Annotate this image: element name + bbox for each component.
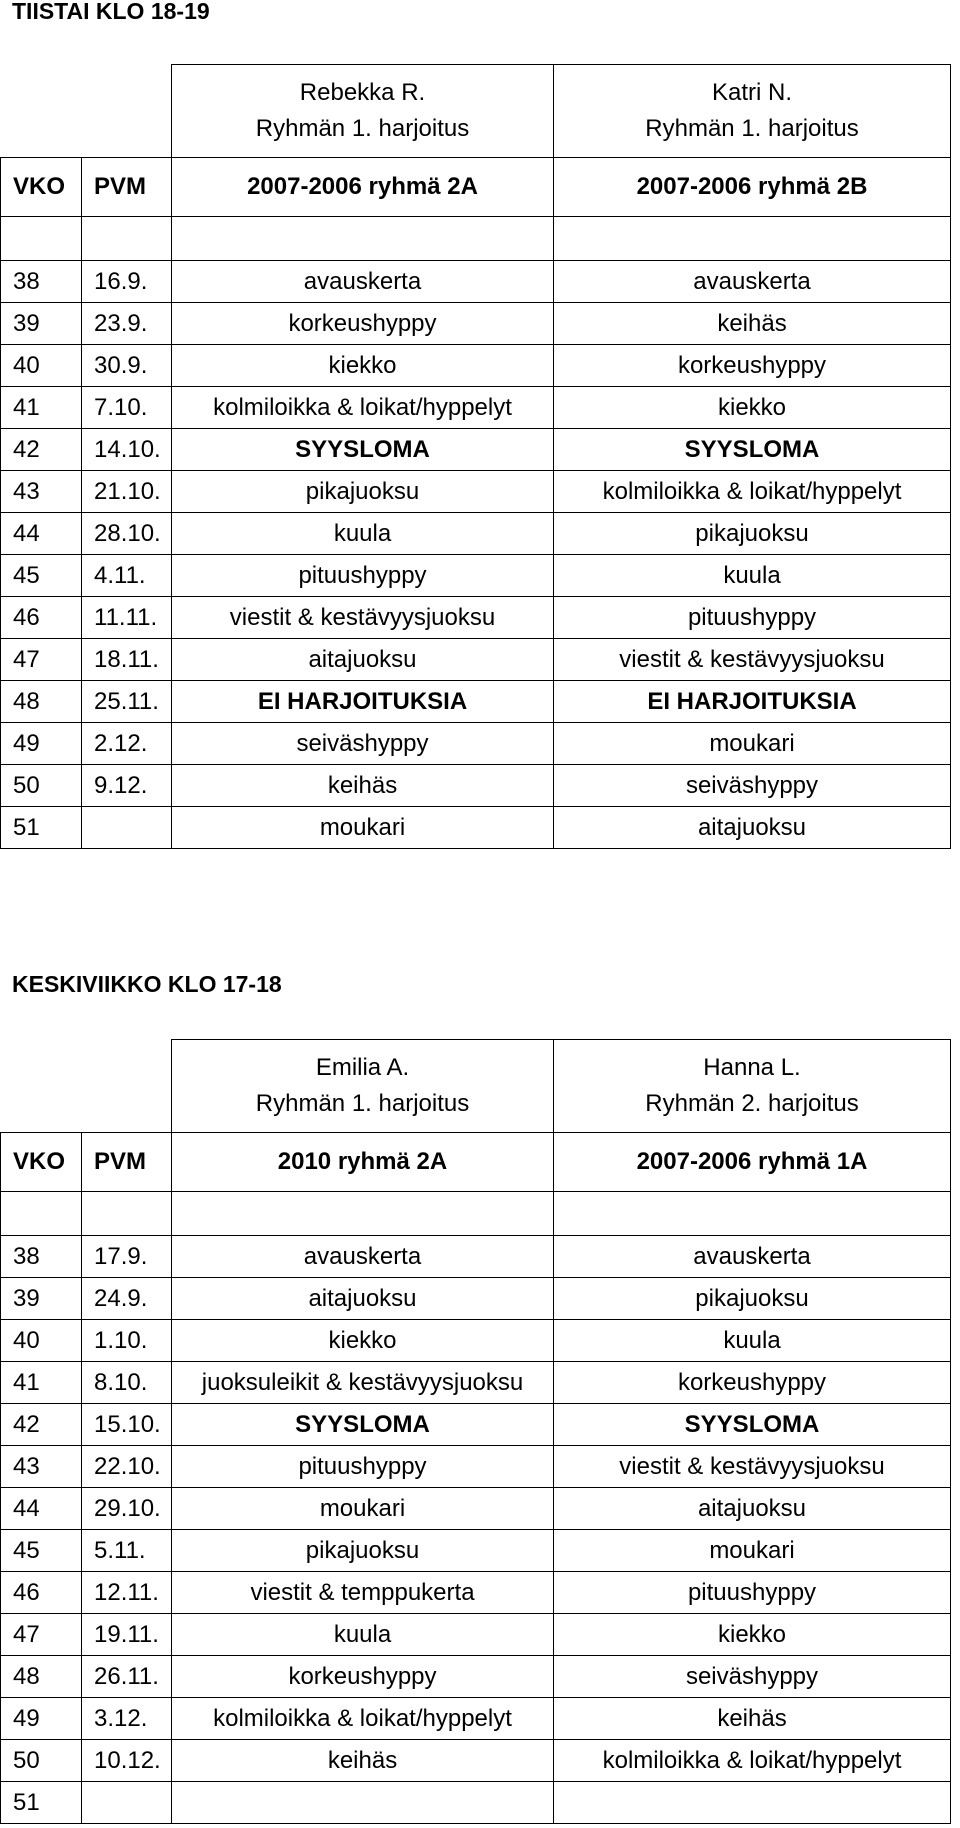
date-cell: 17.9.	[82, 1236, 172, 1278]
group-a-cell: moukari	[172, 807, 554, 849]
week-cell: 50	[1, 1740, 82, 1782]
header-row	[1, 1133, 951, 1192]
date-cell: 10.12.	[82, 1740, 172, 1782]
leader-a	[172, 1040, 554, 1133]
leader-name: Rebekka R.	[299, 79, 426, 106]
group-b-cell: pikajuoksu	[554, 1278, 951, 1320]
table-row	[1, 765, 951, 807]
group-b-cell: avauskerta	[554, 261, 951, 303]
group-a-cell	[172, 1782, 554, 1824]
table-row	[1, 1782, 951, 1824]
date-cell: 8.10.	[82, 1362, 172, 1404]
group-b-cell: pikajuoksu	[554, 513, 951, 555]
week-cell: 50	[1, 765, 82, 807]
table-row	[1, 1656, 951, 1698]
week-cell: 43	[1, 1446, 82, 1488]
group-a-cell: korkeushyppy	[172, 303, 554, 345]
header-group-a: 2007-2006 ryhmä 2A	[172, 158, 554, 217]
leader-b	[554, 1040, 951, 1133]
leader-name: Hanna L.	[703, 1054, 801, 1081]
table-row	[1, 1404, 951, 1446]
group-a-cell: aitajuoksu	[172, 639, 554, 681]
table-row	[1, 1740, 951, 1782]
group-a-cell: aitajuoksu	[172, 1278, 554, 1320]
group-b-cell: korkeushyppy	[554, 345, 951, 387]
table-row	[1, 681, 951, 723]
group-a-cell: EI HARJOITUKSIA	[172, 681, 554, 723]
week-cell: 42	[1, 1404, 82, 1446]
group-b-cell: aitajuoksu	[554, 1488, 951, 1530]
table-row	[1, 1236, 951, 1278]
tuesday-title: TIISTAI KLO 18-19	[12, 0, 210, 24]
leader-session: Ryhmän 1. harjoitus	[255, 115, 470, 142]
date-cell: 2.12.	[82, 723, 172, 765]
group-a-cell: seiväshyppy	[172, 723, 554, 765]
group-a-cell: pituushyppy	[172, 555, 554, 597]
group-a-cell: avauskerta	[172, 1236, 554, 1278]
header-date: PVM	[82, 158, 172, 217]
group-b-cell: kiekko	[554, 1614, 951, 1656]
week-cell: 40	[1, 345, 82, 387]
table-row	[1, 1446, 951, 1488]
group-b-cell: avauskerta	[554, 1236, 951, 1278]
table-row	[1, 1362, 951, 1404]
group-b-cell: EI HARJOITUKSIA	[554, 681, 951, 723]
week-cell: 40	[1, 1320, 82, 1362]
wednesday-schedule-table	[0, 1039, 951, 1824]
date-cell: 14.10.	[82, 429, 172, 471]
table-row	[1, 513, 951, 555]
group-b-cell: kolmiloikka & loikat/hyppelyt	[554, 1740, 951, 1782]
group-a-cell: keihäs	[172, 765, 554, 807]
group-b-cell: keihäs	[554, 1698, 951, 1740]
header-group-a: 2010 ryhmä 2A	[172, 1133, 554, 1192]
week-cell: 47	[1, 1614, 82, 1656]
week-cell: 51	[1, 1782, 82, 1824]
week-cell: 49	[1, 723, 82, 765]
table-row	[1, 597, 951, 639]
date-cell: 12.11.	[82, 1572, 172, 1614]
table-row	[1, 1572, 951, 1614]
table-row	[1, 303, 951, 345]
header-week: VKO	[1, 1133, 82, 1192]
week-cell: 41	[1, 1362, 82, 1404]
date-cell: 21.10.	[82, 471, 172, 513]
leader-name: Katri N.	[711, 79, 792, 106]
group-b-cell: seiväshyppy	[554, 765, 951, 807]
week-cell: 38	[1, 1236, 82, 1278]
group-b-cell: kiekko	[554, 387, 951, 429]
week-cell: 41	[1, 387, 82, 429]
date-cell: 25.11.	[82, 681, 172, 723]
week-cell: 46	[1, 1572, 82, 1614]
group-a-cell: viestit & kestävyysjuoksu	[172, 597, 554, 639]
group-b-cell: SYYSLOMA	[554, 1404, 951, 1446]
week-cell: 44	[1, 1488, 82, 1530]
group-a-cell: avauskerta	[172, 261, 554, 303]
group-a-cell: SYYSLOMA	[172, 1404, 554, 1446]
spacer-row	[1, 1192, 951, 1236]
group-a-cell: kiekko	[172, 1320, 554, 1362]
header-week: VKO	[1, 158, 82, 217]
table-row	[1, 429, 951, 471]
date-cell: 9.12.	[82, 765, 172, 807]
group-b-cell: viestit & kestävyysjuoksu	[554, 639, 951, 681]
group-b-cell	[554, 1782, 951, 1824]
tuesday-schedule-table	[0, 64, 951, 849]
date-cell: 26.11.	[82, 1656, 172, 1698]
week-cell: 49	[1, 1698, 82, 1740]
week-cell: 39	[1, 1278, 82, 1320]
group-a-cell: korkeushyppy	[172, 1656, 554, 1698]
leader-session: Ryhmän 1. harjoitus	[255, 1090, 470, 1117]
week-cell: 38	[1, 261, 82, 303]
group-a-cell: pituushyppy	[172, 1446, 554, 1488]
table-row	[1, 387, 951, 429]
date-cell: 30.9.	[82, 345, 172, 387]
group-a-cell: kolmiloikka & loikat/hyppelyt	[172, 387, 554, 429]
group-b-cell: viestit & kestävyysjuoksu	[554, 1446, 951, 1488]
group-b-cell: aitajuoksu	[554, 807, 951, 849]
date-cell: 11.11.	[82, 597, 172, 639]
group-b-cell: kolmiloikka & loikat/hyppelyt	[554, 471, 951, 513]
table-row	[1, 555, 951, 597]
date-cell: 18.11.	[82, 639, 172, 681]
wednesday-title: KESKIVIIKKO KLO 17-18	[12, 971, 282, 997]
week-cell: 51	[1, 807, 82, 849]
group-b-cell: SYYSLOMA	[554, 429, 951, 471]
week-cell: 48	[1, 681, 82, 723]
blank-cell	[82, 1040, 172, 1133]
group-b-cell: korkeushyppy	[554, 1362, 951, 1404]
group-b-cell: kuula	[554, 1320, 951, 1362]
table-row	[1, 1698, 951, 1740]
group-a-cell: viestit & temppukerta	[172, 1572, 554, 1614]
table-row	[1, 1320, 951, 1362]
table-row	[1, 1614, 951, 1656]
leader-name: Emilia A.	[315, 1054, 410, 1081]
date-cell: 5.11.	[82, 1530, 172, 1572]
date-cell	[82, 807, 172, 849]
date-cell: 3.12.	[82, 1698, 172, 1740]
date-cell: 16.9.	[82, 261, 172, 303]
group-a-cell: pikajuoksu	[172, 1530, 554, 1572]
date-cell: 4.11.	[82, 555, 172, 597]
table-row	[1, 261, 951, 303]
group-a-cell: kolmiloikka & loikat/hyppelyt	[172, 1698, 554, 1740]
table-row	[1, 345, 951, 387]
week-cell: 48	[1, 1656, 82, 1698]
date-cell: 15.10.	[82, 1404, 172, 1446]
leader-b	[554, 65, 951, 158]
group-a-cell: SYYSLOMA	[172, 429, 554, 471]
group-b-cell: pituushyppy	[554, 597, 951, 639]
date-cell: 1.10.	[82, 1320, 172, 1362]
leader-a	[172, 65, 554, 158]
blank-cell	[1, 1040, 82, 1133]
group-a-cell: pikajuoksu	[172, 471, 554, 513]
leader-session: Ryhmän 2. harjoitus	[645, 1090, 859, 1117]
header-group-b: 2007-2006 ryhmä 1A	[554, 1133, 951, 1192]
week-cell: 44	[1, 513, 82, 555]
date-cell: 19.11.	[82, 1614, 172, 1656]
table-row	[1, 471, 951, 513]
group-b-cell: kuula	[554, 555, 951, 597]
leaders-row	[1, 65, 951, 158]
week-cell: 45	[1, 1530, 82, 1572]
date-cell	[82, 1782, 172, 1824]
week-cell: 42	[1, 429, 82, 471]
leader-session: Ryhmän 1. harjoitus	[645, 115, 859, 142]
table-row	[1, 1530, 951, 1572]
date-cell: 24.9.	[82, 1278, 172, 1320]
group-a-cell: kuula	[172, 513, 554, 555]
group-b-cell: moukari	[554, 723, 951, 765]
group-a-cell: moukari	[172, 1488, 554, 1530]
group-b-cell: seiväshyppy	[554, 1656, 951, 1698]
table-row	[1, 639, 951, 681]
blank-cell	[1, 65, 82, 158]
date-cell: 7.10.	[82, 387, 172, 429]
date-cell: 22.10.	[82, 1446, 172, 1488]
table-row	[1, 807, 951, 849]
group-b-cell: pituushyppy	[554, 1572, 951, 1614]
week-cell: 45	[1, 555, 82, 597]
table-row	[1, 1488, 951, 1530]
date-cell: 29.10.	[82, 1488, 172, 1530]
header-group-b: 2007-2006 ryhmä 2B	[554, 158, 951, 217]
week-cell: 43	[1, 471, 82, 513]
week-cell: 46	[1, 597, 82, 639]
group-a-cell: keihäs	[172, 1740, 554, 1782]
group-b-cell: moukari	[554, 1530, 951, 1572]
table-row	[1, 1278, 951, 1320]
table-row	[1, 723, 951, 765]
group-a-cell: kiekko	[172, 345, 554, 387]
header-row	[1, 158, 951, 217]
date-cell: 28.10.	[82, 513, 172, 555]
group-a-cell: kuula	[172, 1614, 554, 1656]
header-date: PVM	[82, 1133, 172, 1192]
group-a-cell: juoksuleikit & kestävyysjuoksu	[172, 1362, 554, 1404]
leaders-row	[1, 1040, 951, 1133]
group-b-cell: keihäs	[554, 303, 951, 345]
week-cell: 47	[1, 639, 82, 681]
spacer-row	[1, 217, 951, 261]
week-cell: 39	[1, 303, 82, 345]
blank-cell	[82, 65, 172, 158]
date-cell: 23.9.	[82, 303, 172, 345]
